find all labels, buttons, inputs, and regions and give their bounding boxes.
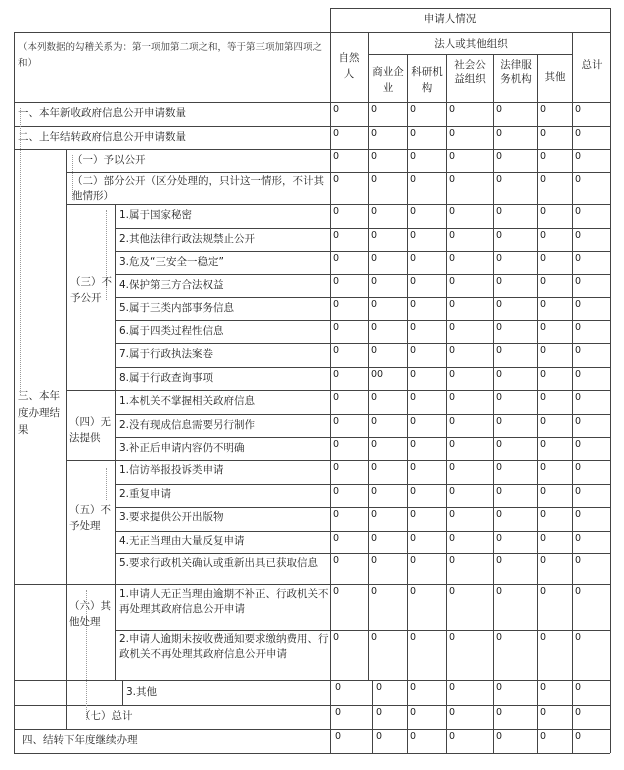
- legal-org-header: 法人或其他组织: [434, 38, 508, 50]
- group-unable: （四）无法提供: [69, 416, 111, 444]
- data-cell: 0: [540, 151, 547, 162]
- row-carried-over: 二、上年结转政府信息公开申请数量: [18, 131, 186, 143]
- data-cell: 0: [333, 555, 340, 566]
- natural-person-header: 自然人: [338, 52, 360, 80]
- data-cell: 0: [540, 439, 547, 450]
- data-cell: 0: [540, 731, 547, 742]
- data-cell: 00: [371, 369, 384, 380]
- data-cell: 0: [449, 486, 456, 497]
- data-cell: 0: [540, 632, 547, 643]
- grid-line: [407, 680, 408, 753]
- grid-line: [572, 102, 573, 680]
- data-cell: 0: [575, 555, 582, 566]
- group-other-processing: （六）其他处理: [69, 600, 111, 628]
- data-cell: 0: [449, 586, 456, 597]
- data-cell: 0: [449, 392, 456, 403]
- data-cell: 0: [496, 486, 503, 497]
- data-cell: 0: [496, 632, 503, 643]
- not-disclosed-item: 1.属于国家秘密: [119, 209, 193, 221]
- data-cell: 0: [575, 586, 582, 597]
- data-cell: 0: [333, 486, 340, 497]
- data-cell: 0: [333, 299, 340, 310]
- data-cell: 0: [333, 206, 340, 217]
- data-cell: 0: [540, 104, 547, 115]
- not-disclosed-item: 6.属于四类过程性信息: [119, 325, 224, 337]
- data-cell: 0: [335, 731, 342, 742]
- data-cell: 0: [333, 533, 340, 544]
- data-cell: 0: [371, 299, 378, 310]
- data-cell: 0: [335, 707, 342, 718]
- group-total: （七）总计: [80, 710, 133, 722]
- data-cell: 0: [575, 707, 582, 718]
- data-cell: 0: [333, 369, 340, 380]
- grid-line: [407, 102, 408, 680]
- grid-line: [446, 102, 447, 680]
- data-cell: 0: [449, 731, 456, 742]
- grid-line: [14, 753, 610, 754]
- data-cell: 0: [449, 128, 456, 139]
- data-cell: 0: [371, 555, 378, 566]
- data-cell: 0: [496, 276, 503, 287]
- data-cell: 0: [410, 322, 417, 333]
- grid-line: [537, 102, 538, 680]
- data-cell: 0: [333, 632, 340, 643]
- data-cell: 0: [575, 253, 582, 264]
- data-cell: 0: [575, 416, 582, 427]
- data-cell: 0: [410, 632, 417, 643]
- grid-line: [372, 680, 373, 753]
- data-cell: 0: [449, 151, 456, 162]
- data-cell: 0: [449, 299, 456, 310]
- data-cell: 0: [371, 533, 378, 544]
- other-processing-item: 1.申请人无正当理由逾期不补正、行政机关不再处理其政府信息公开申请: [119, 588, 329, 615]
- grid-line: [66, 149, 67, 729]
- data-cell: 0: [575, 486, 582, 497]
- data-cell: 0: [540, 206, 547, 217]
- data-cell: 0: [371, 416, 378, 427]
- data-cell: 0: [496, 707, 503, 718]
- data-cell: 0: [540, 128, 547, 139]
- data-cell: 0: [410, 151, 417, 162]
- data-cell: 0: [540, 586, 547, 597]
- other-header: 其他: [544, 71, 566, 83]
- data-cell: 0: [449, 369, 456, 380]
- data-cell: 0: [449, 632, 456, 643]
- grid-line: [330, 8, 610, 9]
- data-cell: 0: [333, 128, 340, 139]
- unable-item: 2.没有现成信息需要另行制作: [119, 419, 256, 431]
- data-cell: 0: [333, 439, 340, 450]
- data-cell: 0: [575, 632, 582, 643]
- data-cell: 0: [376, 682, 383, 693]
- data-cell: 0: [410, 555, 417, 566]
- data-cell: 0: [410, 392, 417, 403]
- data-cell: 0: [449, 682, 456, 693]
- total-header: 总计: [581, 59, 603, 71]
- data-cell: 0: [333, 174, 340, 185]
- data-cell: 0: [449, 707, 456, 718]
- data-cell: 0: [371, 586, 378, 597]
- data-cell: 0: [410, 486, 417, 497]
- data-cell: 0: [449, 462, 456, 473]
- group-not-processed: （五）不予处理: [69, 504, 111, 532]
- data-cell: 0: [449, 555, 456, 566]
- not-disclosed-item: 4.保护第三方合法权益: [119, 279, 224, 291]
- data-cell: 0: [496, 151, 503, 162]
- data-cell: 0: [333, 322, 340, 333]
- data-cell: 0: [371, 128, 378, 139]
- data-cell: 0: [371, 632, 378, 643]
- data-cell: 0: [449, 206, 456, 217]
- data-cell: 0: [449, 104, 456, 115]
- data-cell: 0: [540, 299, 547, 310]
- data-cell: 0: [410, 253, 417, 264]
- data-cell: 0: [575, 533, 582, 544]
- data-cell: 0: [333, 509, 340, 520]
- group-not-disclosed: （三）不予公开: [70, 276, 112, 304]
- data-cell: 0: [496, 230, 503, 241]
- data-cell: 0: [449, 439, 456, 450]
- data-cell: 0: [410, 104, 417, 115]
- not-disclosed-item: 2.其他法律行政法规禁止公开: [119, 233, 256, 245]
- other-processing-item: 2.申请人逾期未按收费通知要求缴纳费用、行政机关不再处理其政府信息公开申请: [119, 633, 329, 660]
- grid-line: [572, 680, 573, 753]
- data-cell: 0: [540, 392, 547, 403]
- data-cell: 0: [449, 174, 456, 185]
- other-processing-item: 3.其他: [126, 686, 158, 698]
- data-cell: 0: [575, 151, 582, 162]
- data-cell: 0: [371, 322, 378, 333]
- group-disclosed: （一）予以公开: [72, 154, 146, 166]
- data-cell: 0: [496, 104, 503, 115]
- research-header: 科研机构: [411, 66, 443, 94]
- data-cell: 0: [496, 586, 503, 597]
- grid-line: [115, 204, 116, 680]
- data-cell: 0: [540, 509, 547, 520]
- not-disclosed-item: 7.属于行政执法案卷: [119, 348, 214, 360]
- data-cell: 0: [496, 731, 503, 742]
- data-cell: 0: [496, 462, 503, 473]
- data-cell: 0: [575, 369, 582, 380]
- grid-line: [493, 102, 494, 680]
- grid-line: [368, 54, 572, 55]
- grid-line: [14, 32, 610, 33]
- grid-line: [446, 680, 447, 753]
- data-cell: 0: [496, 174, 503, 185]
- data-cell: 0: [410, 509, 417, 520]
- header-note: （本列数据的勾稽关系为：第一项加第二项之和，等于第三项加第四项之和）: [18, 42, 323, 69]
- not-disclosed-item: 5.属于三类内部事务信息: [119, 302, 235, 314]
- data-cell: 0: [575, 345, 582, 356]
- not-processed-item: 3.要求提供公开出版物: [119, 511, 224, 523]
- data-cell: 0: [540, 533, 547, 544]
- data-cell: 0: [449, 416, 456, 427]
- data-cell: 0: [496, 682, 503, 693]
- data-cell: 0: [333, 392, 340, 403]
- grid-line: [330, 8, 331, 753]
- not-disclosed-item: 8.属于行政查询事项: [119, 372, 214, 384]
- commercial-header: 商业企业: [372, 66, 404, 94]
- data-cell: 0: [496, 509, 503, 520]
- data-cell: 0: [410, 586, 417, 597]
- data-cell: 0: [540, 369, 547, 380]
- grid-line: [122, 680, 123, 705]
- data-cell: 0: [496, 128, 503, 139]
- data-cell: 0: [575, 299, 582, 310]
- data-cell: 0: [496, 533, 503, 544]
- data-cell: 0: [410, 345, 417, 356]
- grid-line: [493, 680, 494, 753]
- data-cell: 0: [449, 230, 456, 241]
- data-cell: 0: [575, 104, 582, 115]
- data-cell: 0: [333, 104, 340, 115]
- data-cell: 0: [575, 230, 582, 241]
- group-partial: （二）部分公开（区分处理的，只计这一情形，不计其他情形）: [72, 175, 324, 202]
- data-cell: 0: [410, 128, 417, 139]
- data-cell: 0: [371, 462, 378, 473]
- data-cell: 0: [575, 206, 582, 217]
- data-cell: 0: [449, 253, 456, 264]
- data-cell: 0: [449, 345, 456, 356]
- data-cell: 0: [410, 174, 417, 185]
- data-cell: 0: [371, 392, 378, 403]
- not-disclosed-item: 3.危及“三安全一稳定”: [119, 256, 224, 268]
- data-cell: 0: [333, 586, 340, 597]
- data-cell: 0: [575, 322, 582, 333]
- data-cell: 0: [540, 253, 547, 264]
- data-cell: 0: [333, 416, 340, 427]
- data-cell: 0: [540, 486, 547, 497]
- applicant-info-header: 申请人情况: [423, 13, 477, 25]
- data-cell: 0: [333, 151, 340, 162]
- data-cell: 0: [410, 731, 417, 742]
- public-org-header: 社会公益组织: [454, 59, 486, 85]
- data-cell: 0: [371, 104, 378, 115]
- data-cell: 0: [540, 462, 547, 473]
- data-cell: 0: [496, 345, 503, 356]
- data-cell: 0: [371, 439, 378, 450]
- data-cell: 0: [575, 462, 582, 473]
- data-cell: 0: [410, 276, 417, 287]
- not-processed-item: 4.无正当理由大量反复申请: [119, 535, 245, 547]
- data-cell: 0: [540, 174, 547, 185]
- data-cell: 0: [410, 369, 417, 380]
- layout-guide: [106, 468, 107, 500]
- data-cell: 0: [410, 439, 417, 450]
- data-cell: 0: [333, 345, 340, 356]
- data-cell: 0: [371, 230, 378, 241]
- data-cell: 0: [371, 276, 378, 287]
- data-cell: 0: [496, 206, 503, 217]
- data-cell: 0: [333, 253, 340, 264]
- legal-service-header: 法律服务机构: [500, 59, 532, 85]
- data-cell: 0: [333, 462, 340, 473]
- data-cell: 0: [540, 555, 547, 566]
- grid-line: [14, 32, 15, 753]
- data-cell: 0: [449, 276, 456, 287]
- not-processed-item: 5.要求行政机关确认或重新出具已获取信息: [119, 557, 319, 569]
- not-processed-item: 1.信访举报投诉类申请: [119, 464, 224, 476]
- data-cell: 0: [449, 533, 456, 544]
- data-cell: 0: [540, 707, 547, 718]
- data-cell: 0: [496, 253, 503, 264]
- data-cell: 0: [371, 174, 378, 185]
- data-cell: 0: [371, 509, 378, 520]
- grid-line: [368, 102, 369, 680]
- data-cell: 0: [575, 731, 582, 742]
- data-cell: 0: [371, 206, 378, 217]
- data-cell: 0: [575, 128, 582, 139]
- data-cell: 0: [540, 322, 547, 333]
- data-cell: 0: [410, 230, 417, 241]
- data-cell: 0: [575, 509, 582, 520]
- data-cell: 0: [496, 416, 503, 427]
- data-cell: 0: [496, 439, 503, 450]
- data-cell: 0: [575, 439, 582, 450]
- data-cell: 0: [371, 253, 378, 264]
- data-cell: 0: [540, 416, 547, 427]
- data-cell: 0: [540, 276, 547, 287]
- data-cell: 0: [540, 230, 547, 241]
- data-cell: 0: [371, 345, 378, 356]
- row-carry-forward: 四、结转下年度继续办理: [22, 734, 138, 746]
- data-cell: 0: [410, 462, 417, 473]
- data-cell: 0: [575, 174, 582, 185]
- data-cell: 0: [335, 682, 342, 693]
- data-cell: 0: [540, 682, 547, 693]
- data-cell: 0: [410, 533, 417, 544]
- unable-item: 1.本机关不掌握相关政府信息: [119, 395, 256, 407]
- data-cell: 0: [333, 276, 340, 287]
- row-new-requests: 一、本年新收政府信息公开申请数量: [18, 107, 186, 119]
- data-cell: 0: [496, 299, 503, 310]
- data-cell: 0: [376, 731, 383, 742]
- data-cell: 0: [410, 707, 417, 718]
- data-cell: 0: [575, 682, 582, 693]
- grid-line: [610, 8, 611, 753]
- grid-line: [537, 680, 538, 753]
- data-cell: 0: [410, 299, 417, 310]
- data-cell: 0: [496, 555, 503, 566]
- data-cell: 0: [496, 322, 503, 333]
- data-cell: 0: [371, 151, 378, 162]
- layout-guide: [20, 108, 21, 395]
- data-cell: 0: [410, 206, 417, 217]
- data-cell: 0: [410, 416, 417, 427]
- data-cell: 0: [449, 322, 456, 333]
- not-processed-item: 2.重复申请: [119, 488, 172, 500]
- data-cell: 0: [496, 392, 503, 403]
- data-cell: 0: [376, 707, 383, 718]
- data-cell: 0: [575, 392, 582, 403]
- data-cell: 0: [371, 486, 378, 497]
- data-cell: 0: [575, 276, 582, 287]
- data-cell: 0: [496, 369, 503, 380]
- data-cell: 0: [333, 230, 340, 241]
- row-results-group: 三、本年度办理结果: [18, 390, 60, 436]
- unable-item: 3.补正后申请内容仍不明确: [119, 442, 245, 454]
- data-cell: 0: [410, 682, 417, 693]
- data-cell: 0: [540, 345, 547, 356]
- data-cell: 0: [449, 509, 456, 520]
